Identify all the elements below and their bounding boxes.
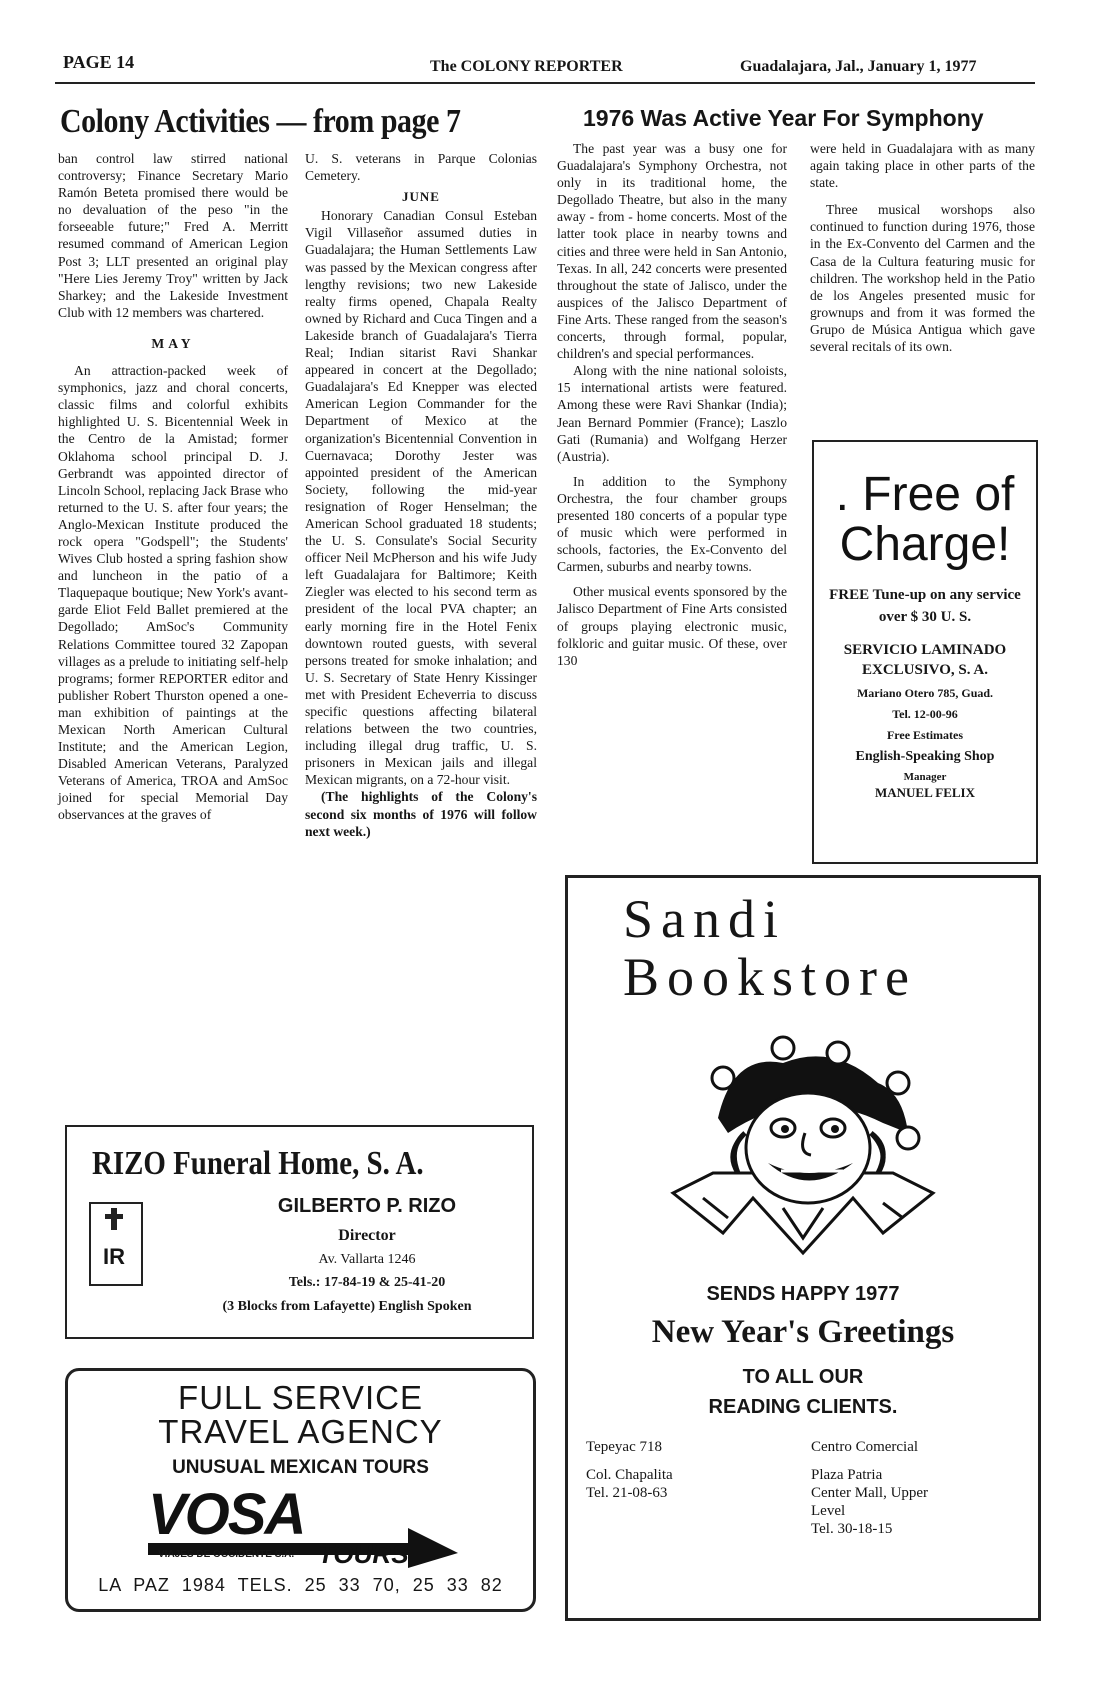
rizo-address: Av. Vallarta 1246 bbox=[318, 1252, 416, 1267]
header-rule bbox=[55, 82, 1035, 84]
address-patria-line2: Plaza Patria bbox=[811, 1467, 883, 1483]
symphony-headline: 1976 Was Active Year For Symphony bbox=[583, 105, 984, 131]
vosa-tours-text: TOURS bbox=[318, 1539, 409, 1569]
rizo-note: (3 Blocks from Lafayette) English Spoken bbox=[222, 1299, 472, 1314]
sandi-name-line1: Sandi bbox=[623, 889, 787, 949]
symphony-paragraph-1: The past year was a busy one for Guadalajara's Symphony Orchestra, not only in its traditional home, the Degollado Theatre, but also in the many away - from - home concerts. Most of the latter took place in nearby towns and cities and three were held in San Antonio, Texas. In all, 242 concerts were presented throughout the state of Jalisco, under the auspices of the Jalisco Department of Fine Arts. These ranged from the season's concerts, through formal, popular, children's and special performances. bbox=[557, 141, 787, 362]
shop-phone: Tel. 12-00-96 bbox=[892, 707, 958, 721]
rizo-title: RIZO Funeral Home, S. A. bbox=[92, 1145, 424, 1182]
free-tuneup-text: FREE Tune-up on any service over $ 30 U. S. bbox=[829, 587, 1021, 625]
symphony-paragraph-5: were held in Guadalajara with as many again taking place in other parts of the state. bbox=[810, 141, 1035, 191]
dateline: Guadalajara, Jal., January 1, 1977 bbox=[740, 58, 977, 75]
address-patria-line1: Centro Comercial bbox=[811, 1439, 919, 1455]
sandi-name-line2: Bookstore bbox=[623, 947, 917, 1007]
vosa-subtitle: VIAJES DE OCCIDENTE S.A. bbox=[158, 1549, 295, 1560]
page-number: PAGE 14 bbox=[63, 52, 135, 72]
reading-clients-text: READING CLIENTS. bbox=[708, 1396, 898, 1418]
symphony-column-2 bbox=[810, 140, 1035, 355]
full-service-heading: FULL SERVICE bbox=[178, 1379, 423, 1416]
colony-col2-paragraph-2: Honorary Canadian Consul Esteban Vigil Villaseñor assumed duties in Guadalajara; the Human Settlements Law was passed by the Mexican congress after lengthy revisions; two new Lakeside realty firms opened, Chapala Realty owned by Richard and Cuca Tingen and a Lakeside branch of Guadalajara's Tierra Real; Indian sitarist Ravi Shankar appeared in concert at the Degollado; Guadalajara's Ed Knepper was elected American Legion Commander for the Department of Mexico at the organization's Bicentennial Convention in Cuernavaca; Dorothy Jester was appointed president of the American Society, following the mid-year resignation of Roger Henselman; the American School graduated 18 students; the U. S. Consulate's Social Security officer Neil McPherson and his wife Judy left Guadalajara for Baltimore; Keith Ziegler was elected to his second term as president of the local PVA chapter; an early morning fire in the Hotel Fenix downtown routed guests, with several persons treated for smoke inhalation; and U. S. Secretary of State Henry Kissinger met with President Echeverria to discuss specific questions affecting bilateral relations between the two countries, including illegal drug traffic, U. S. prisoners in Mexican jails and illegal Mexican migrants, on a 72-hour visit. bbox=[305, 208, 537, 788]
vosa-logo: VOSA bbox=[148, 1482, 305, 1547]
manager-name: MANUEL FELIX bbox=[874, 785, 976, 800]
rizo-logo bbox=[89, 1202, 143, 1286]
greetings-text: New Year's Greetings bbox=[651, 1314, 955, 1350]
to-all-text: TO ALL OUR bbox=[742, 1366, 864, 1388]
rizo-name: GILBERTO P. RIZO bbox=[277, 1195, 457, 1217]
sandi-bookstore-ad bbox=[565, 875, 1041, 1621]
address-plaza-patria bbox=[811, 1438, 928, 1538]
symphony-paragraph-3: In addition to the Symphony Orchestra, the four chamber groups presented 180 concerts of a popular type of music which were performed in schools, factories, the Ex-Convento del Carmen, suburbs and nearby towns. bbox=[557, 473, 787, 575]
shop-name: SERVICIO LAMINADO EXCLUSIVO, S. A. bbox=[843, 642, 1007, 678]
newspaper-name: The COLONY REPORTER bbox=[430, 58, 623, 75]
colony-column-1 bbox=[58, 150, 288, 824]
colony-activities-headline: Colony Activities — from page 7 bbox=[60, 103, 461, 140]
rizo-logo-letters: IR bbox=[103, 1244, 125, 1269]
address-chapalita-line1: Tepeyac 718 bbox=[586, 1439, 662, 1455]
rizo-role: Director bbox=[338, 1227, 396, 1244]
english-speaking-shop: English-Speaking Shop bbox=[855, 749, 995, 764]
address-chapalita bbox=[586, 1438, 673, 1502]
may-subheading: MAY bbox=[151, 335, 195, 351]
symphony-paragraph-6: Three musical worshops also continued to function during 1976, those in the Ex-Convento del Carmen and the Casa de la Cultura featuring music for children. The workshop held in the Patio de los Angeles presented music for grownups and from it was formed the Grupo de Música Antigua which gave several recitals of its own. bbox=[810, 202, 1035, 355]
colony-col2-continued-note: (The highlights of the Colony's second six months of 1976 will follow next week.) bbox=[305, 789, 537, 839]
free-estimates: Free Estimates bbox=[886, 728, 964, 742]
june-subheading: JUNE bbox=[402, 189, 440, 205]
colony-column-2 bbox=[305, 150, 537, 840]
manager-label: Manager bbox=[903, 771, 947, 783]
unusual-tours-text: UNUSUAL MEXICAN TOURS bbox=[172, 1457, 429, 1478]
jester-illustration bbox=[633, 1023, 973, 1263]
free-of-charge-ad bbox=[812, 440, 1038, 864]
rizo-phones: Tels.: 17-84-19 & 25-41-20 bbox=[288, 1275, 446, 1290]
address-patria-line4: Level bbox=[811, 1503, 846, 1519]
symphony-paragraph-2: Along with the nine national soloists, 15 international artists were featured. Among these were Ravi Shankar (India); Jean Bernard Pommier (France); Laszlo Gati (Rumania) and Wolfgang Herzer (Austria). bbox=[557, 363, 787, 464]
address-chapalita-line2: Col. Chapalita bbox=[586, 1467, 673, 1483]
rizo-funeral-home-ad bbox=[65, 1125, 534, 1339]
address-chapalita-line3: Tel. 21-08-63 bbox=[586, 1485, 668, 1501]
symphony-column-1 bbox=[557, 140, 787, 669]
charge-heading: Charge! bbox=[839, 518, 1011, 571]
address-patria-line5: Tel. 30-18-15 bbox=[811, 1521, 893, 1537]
colony-col2-paragraph-1: U. S. veterans in Parque Colonias Cemetery. bbox=[305, 151, 537, 184]
colony-col1-paragraph-2: An attraction-packed week of symphonics, jazz and choral concerts, classic films and colorful exhibits highlighted U. S. Bicentennial Week in the Centro de la Amistad; former Oklahoma school principal D. J. Gerbrandt was appointed director of Lincoln School, replacing Jack Brase who returned to the U. S. after four years; the Anglo-Mexican Institute produced the rock opera "Godspell"; the Students' Wives Club hosted a spring fashion show and luncheon in the patio of a Tlaquepaque boutique; New York's avant-garde Eliot Feld Ballet premiered at the Degollado; AmSoc's Community Relations Committee toured 32 Zapopan villages as a prelude to initiating self-help programs; former REPORTER editor and publisher Robert Thurston opened a one-man exhibition of paintings at the Mexican North American Cultural Institute; and the American Legion, Disabled American Veterans, Paralyzed Veterans of America, TROA and AmSoc joined for special Memorial Day observances at the graves of bbox=[58, 363, 288, 823]
cross-icon bbox=[111, 1208, 117, 1230]
sends-happy-text: SENDS HAPPY 1977 bbox=[706, 1283, 900, 1305]
shop-address: Mariano Otero 785, Guad. bbox=[856, 686, 994, 700]
free-of-heading: . Free of bbox=[835, 468, 1015, 521]
address-patria-line3: Center Mall, Upper bbox=[811, 1485, 929, 1501]
travel-agency-heading: TRAVEL AGENCY bbox=[158, 1413, 443, 1450]
travel-footer: LA PAZ 1984 TELS. 25 33 70, 25 33 82 bbox=[98, 1575, 503, 1595]
travel-agency-ad bbox=[65, 1368, 536, 1612]
colony-col1-paragraph-1: ban control law stirred national controversy; Finance Secretary Mario Ramón Beteta promised there would be no devaluation of the peso "in the forseeable future;" Fred A. Merritt resumed command of American Legion Post 3; LLT presented an original play "Here Lies Jeremy Troy" written by Jack Sharkey; and the Lakeside Investment Club with 12 members was chartered. bbox=[58, 151, 288, 320]
symphony-paragraph-4: Other musical events sponsored by the Jalisco Department of Fine Arts consisted of groups playing electronic music, folkloric and guitar music. Of these, over 130 bbox=[557, 584, 787, 668]
